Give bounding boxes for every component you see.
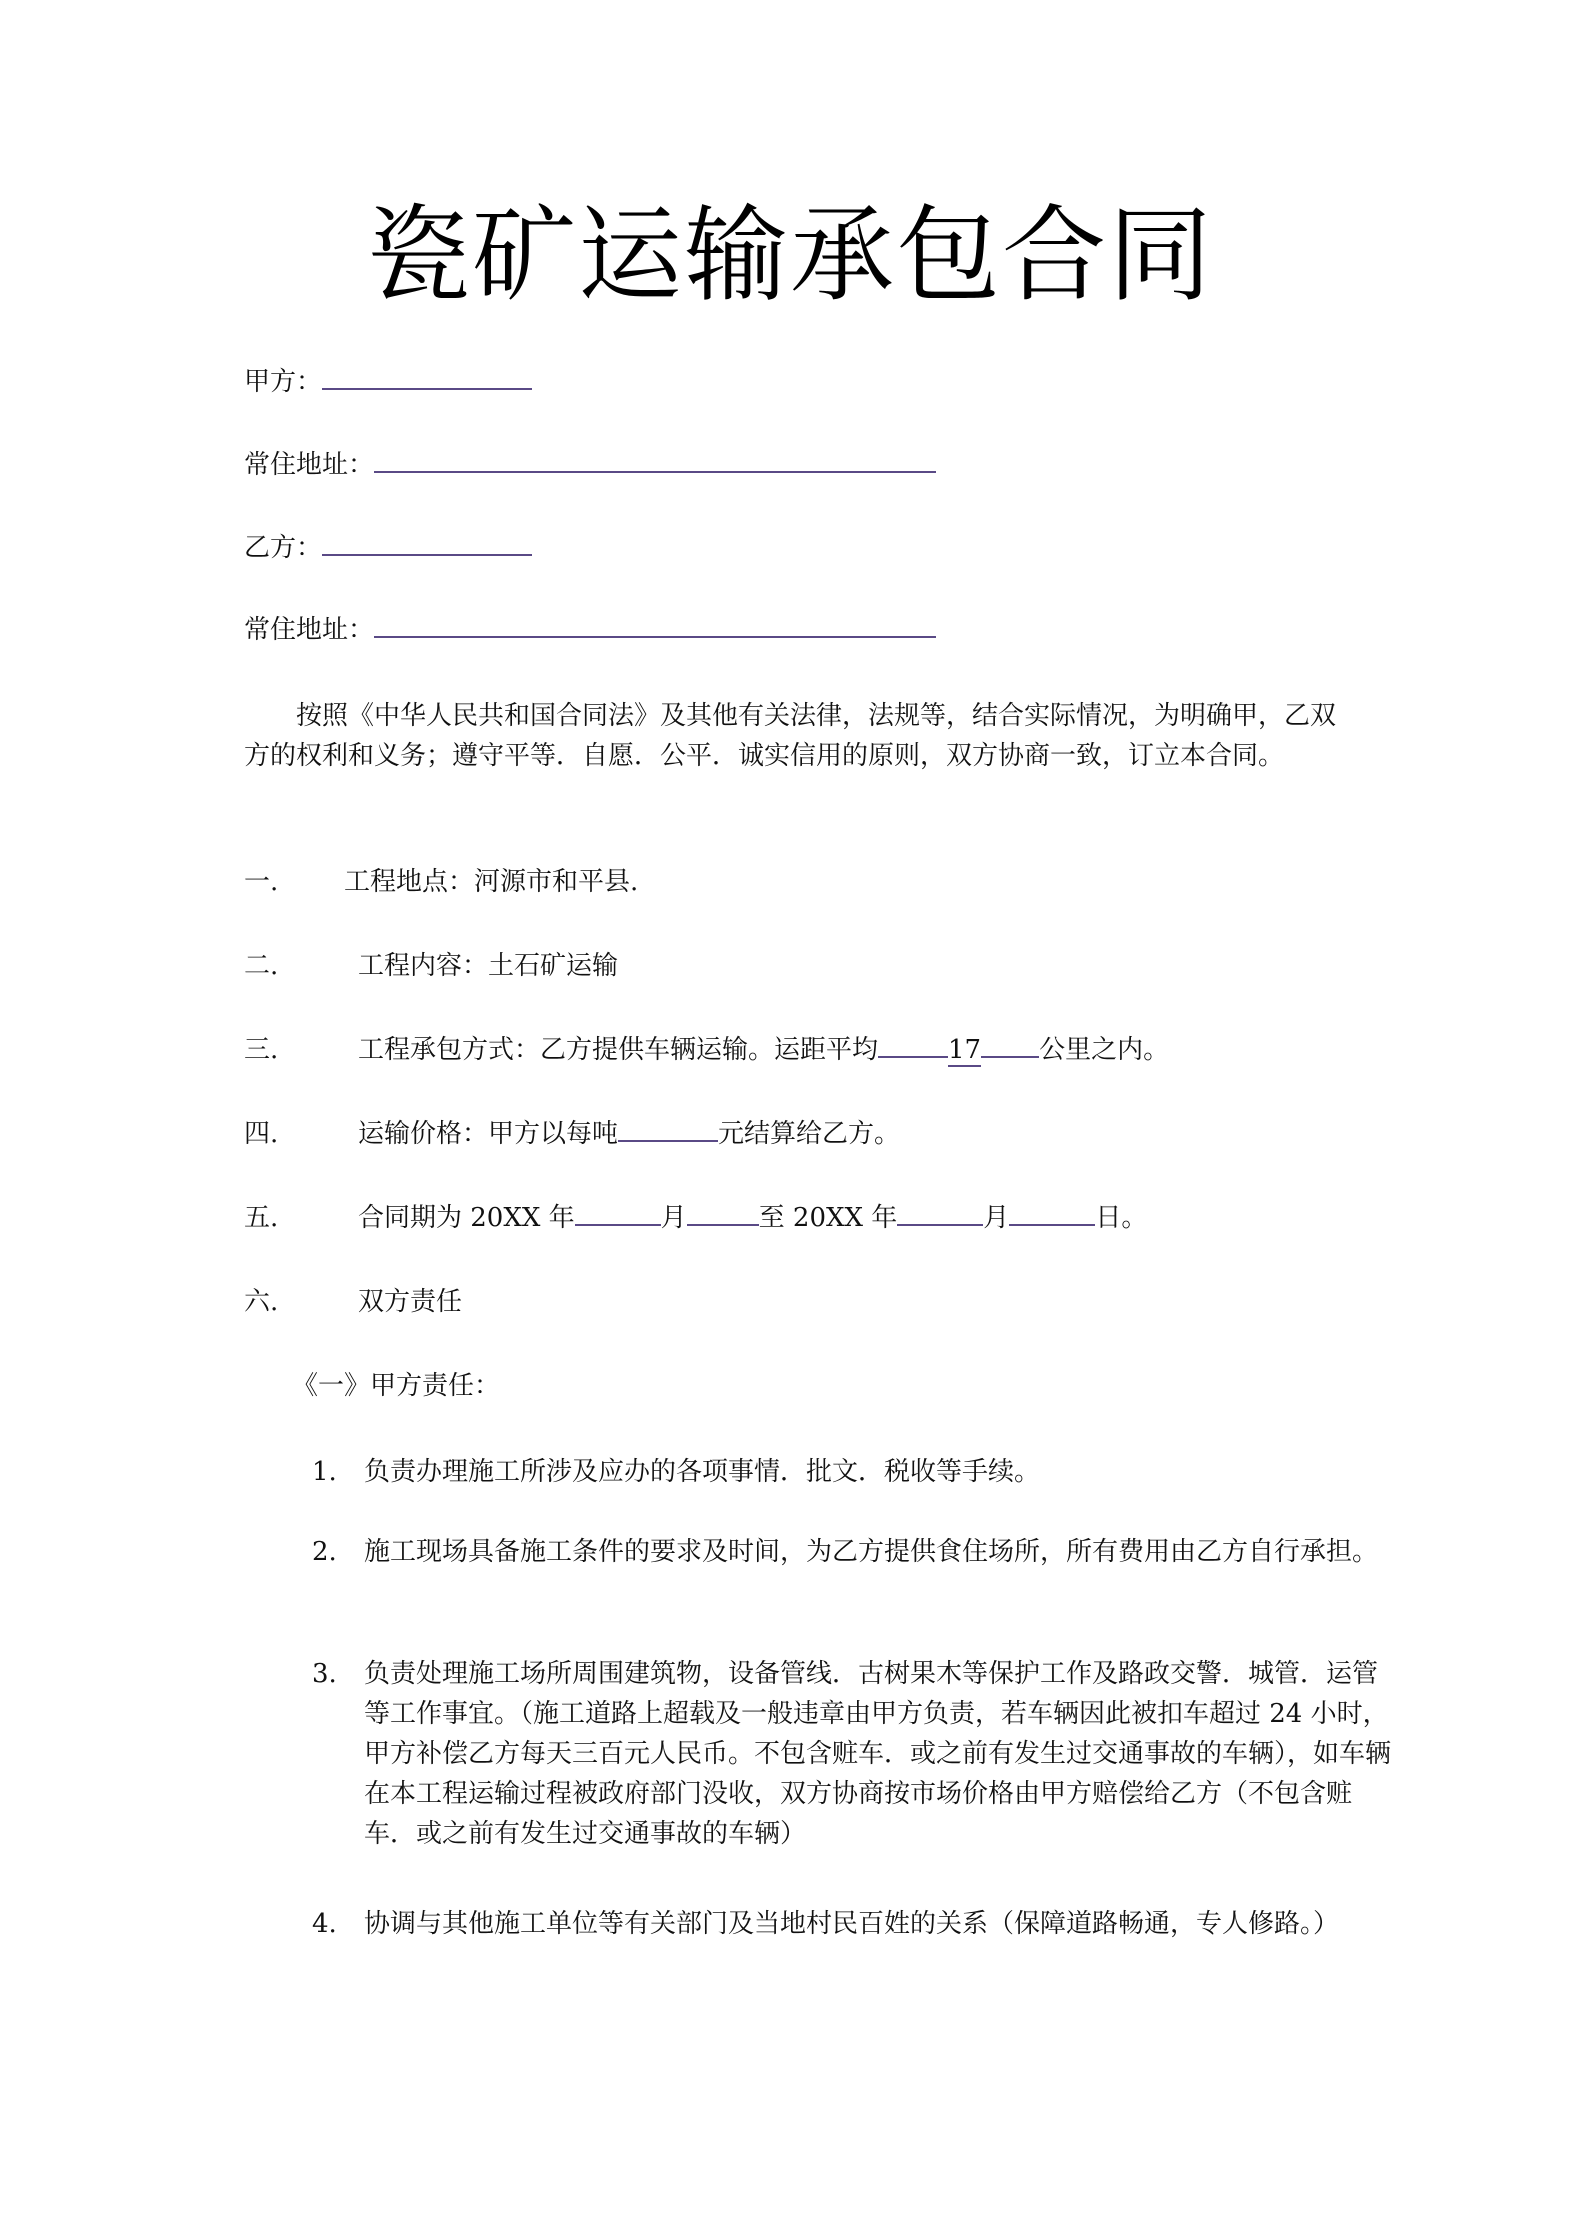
end-day-blank[interactable] xyxy=(1009,1202,1095,1226)
clause-5-part-5: 日。 xyxy=(1095,1203,1148,1233)
clause-5-number: 五. xyxy=(244,1203,279,1233)
clause-5 xyxy=(244,1198,1147,1238)
clause-4-text-after: 元结算给乙方。 xyxy=(718,1119,901,1149)
item-1-number: 1. xyxy=(312,1457,337,1487)
clause-3-text-after: 公里之内。 xyxy=(1039,1035,1170,1065)
item-4-text: 协调与其他施工单位等有关部门及当地村民百姓的关系（保障道路畅通，专人修路。） xyxy=(364,1909,1340,1939)
clause-6 xyxy=(244,1282,462,1322)
clause-1 xyxy=(244,862,638,902)
clause-4-number: 四. xyxy=(244,1119,279,1149)
clause-4 xyxy=(244,1114,900,1154)
item-3-text: 负责处理施工场所周围建筑物，设备管线．古树果木等保护工作及路政交警．城管．运管等工作事宜。（施工道路上超载及一般违章由甲方负责，若车辆因此被扣车超过 24 小时，甲方补偿乙方每天三百元人民币。不包含赃车．或之前有发生过交通事故的车辆），如车辆在本工程运输过程被政府部门没收，双方协商按市场价格由甲方赔偿给乙方（不包含赃车．或之前有发生过交通事故的车辆） xyxy=(364,1659,1392,1849)
clause-2-text: 工程内容：土石矿运输 xyxy=(358,951,619,981)
party-b-label: 乙方： xyxy=(244,533,323,563)
item-2-text: 施工现场具备施工条件的要求及时间，为乙方提供食住场所，所有费用由乙方自行承担。 xyxy=(364,1537,1379,1567)
end-month-blank[interactable] xyxy=(897,1202,983,1226)
start-month-blank[interactable] xyxy=(575,1202,661,1226)
responsibility-item-4 xyxy=(312,1904,1394,1944)
price-blank[interactable] xyxy=(618,1118,718,1142)
party-a-blank[interactable] xyxy=(322,366,532,390)
party-b-address-label: 常住地址： xyxy=(244,615,375,645)
party-a-address-line xyxy=(244,445,936,485)
responsibility-item-1 xyxy=(312,1452,1394,1492)
clause-5-part-3: 至 20XX 年 xyxy=(758,1203,898,1233)
party-b-address-line xyxy=(244,610,936,650)
clause-3 xyxy=(244,1030,1169,1070)
clause-3-number: 三. xyxy=(244,1035,279,1065)
party-a-responsibility-heading: 《一》甲方责任： xyxy=(292,1371,501,1401)
party-a-address-blank[interactable] xyxy=(374,449,936,473)
start-day-blank[interactable] xyxy=(687,1202,759,1226)
document-title: 瓷矿运输承包合同 xyxy=(365,194,1214,316)
clause-6-number: 六. xyxy=(244,1287,279,1317)
item-1-text: 负责办理施工所涉及应办的各项事情．批文．税收等手续。 xyxy=(364,1457,1041,1487)
distance-blank-pre xyxy=(878,1034,948,1058)
distance-value[interactable]: 17 xyxy=(948,1035,982,1065)
clause-5-part-4: 月 xyxy=(983,1203,1010,1233)
party-a-label: 甲方： xyxy=(244,367,323,397)
clause-5-part-2: 月 xyxy=(660,1203,687,1233)
item-4-number: 4. xyxy=(312,1909,337,1939)
party-a-address-label: 常住地址： xyxy=(244,450,375,480)
party-a-line xyxy=(244,362,532,402)
responsibility-item-3 xyxy=(312,1654,1394,1854)
clause-5-part-1: 合同期为 20XX 年 xyxy=(358,1203,575,1233)
clause-1-text: 工程地点：河源市和平县. xyxy=(344,867,639,897)
clause-6-text: 双方责任 xyxy=(358,1287,463,1317)
clause-2 xyxy=(244,946,618,986)
responsibility-item-2 xyxy=(312,1532,1394,1572)
item-3-number: 3. xyxy=(312,1659,337,1689)
distance-blank-post xyxy=(981,1034,1039,1058)
clause-3-text-before: 工程承包方式：乙方提供车辆运输。运距平均 xyxy=(358,1035,879,1065)
preamble-paragraph: 按照《中华人民共和国合同法》及其他有关法律，法规等，结合实际情况，为明确甲，乙双方的权利和义务；遵守平等．自愿．公平．诚实信用的原则，双方协商一致，订立本合同。 xyxy=(244,701,1337,771)
party-b-line xyxy=(244,528,532,568)
clause-1-number: 一. xyxy=(244,867,279,897)
party-b-blank[interactable] xyxy=(322,532,532,556)
item-2-number: 2. xyxy=(312,1537,337,1567)
party-b-address-blank[interactable] xyxy=(374,614,936,638)
clause-2-number: 二. xyxy=(244,951,279,981)
clause-4-text-before: 运输价格：甲方以每吨 xyxy=(358,1119,619,1149)
